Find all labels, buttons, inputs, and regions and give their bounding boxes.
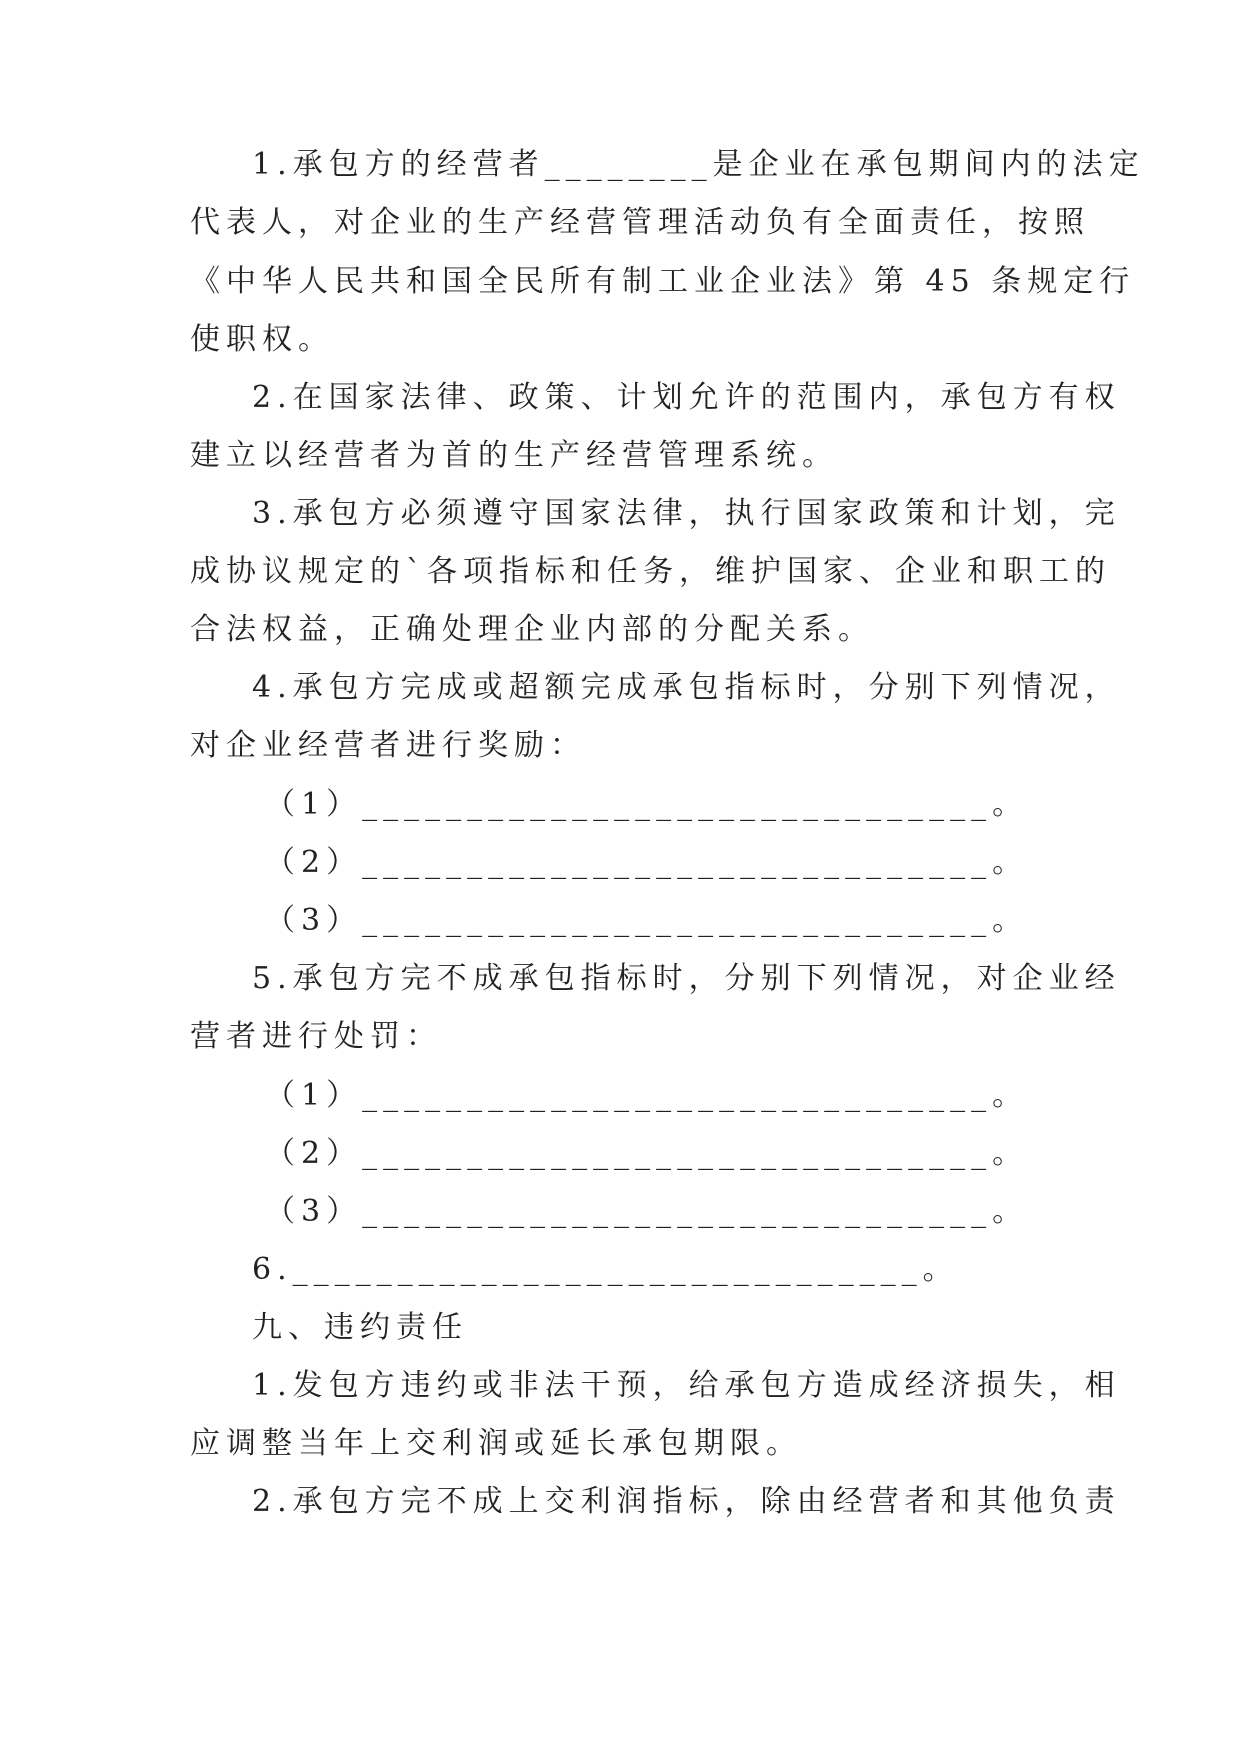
- text-line: 应调整当年上交利润或延长承包期限。: [190, 1426, 802, 1461]
- text-line: 合法权益，正确处理企业内部的分配关系。: [190, 612, 874, 647]
- text-line: 建立以经营者为首的生产经营管理系统。: [190, 438, 838, 473]
- text-line: 代表人，对企业的生产经营管理活动负有全面责任，按照: [190, 205, 1090, 240]
- text-line: 3.承包方必须遵守国家法律，执行国家政策和计划，完: [252, 496, 1121, 531]
- text-line: 1.发包方违约或非法干预，给承包方造成经济损失，相: [252, 1368, 1121, 1403]
- text-line: （3）______________________________。: [265, 1194, 1029, 1229]
- text-line: 对企业经营者进行奖励：: [190, 728, 586, 763]
- text-line: 《中华人民共和国全民所有制工业企业法》第 45 条规定行: [190, 264, 1136, 299]
- text-line: 成协议规定的`各项指标和任务，维护国家、企业和职工的: [190, 554, 1111, 589]
- text-line: 2.在国家法律、政策、计划允许的范围内，承包方有权: [252, 380, 1121, 415]
- text-line: （2）______________________________。: [265, 845, 1029, 880]
- text-line: 九、违约责任: [252, 1310, 468, 1345]
- text-line: （2）______________________________。: [265, 1136, 1029, 1171]
- text-line: 使职权。: [190, 322, 334, 357]
- text-line: 6.______________________________。: [252, 1252, 959, 1287]
- text-line: （1）______________________________。: [265, 787, 1029, 822]
- text-line: 4.承包方完成或超额完成承包指标时，分别下列情况，: [252, 670, 1121, 705]
- text-line: 2.承包方完不成上交利润指标，除由经营者和其他负责: [252, 1484, 1121, 1519]
- text-line: 营者进行处罚：: [190, 1019, 442, 1054]
- text-line: （3）______________________________。: [265, 903, 1029, 938]
- text-line: （1）______________________________。: [265, 1078, 1029, 1113]
- text-line: 1.承包方的经营者________是企业在承包期间内的法定: [252, 147, 1145, 182]
- text-line: 5.承包方完不成承包指标时，分别下列情况，对企业经: [252, 961, 1121, 996]
